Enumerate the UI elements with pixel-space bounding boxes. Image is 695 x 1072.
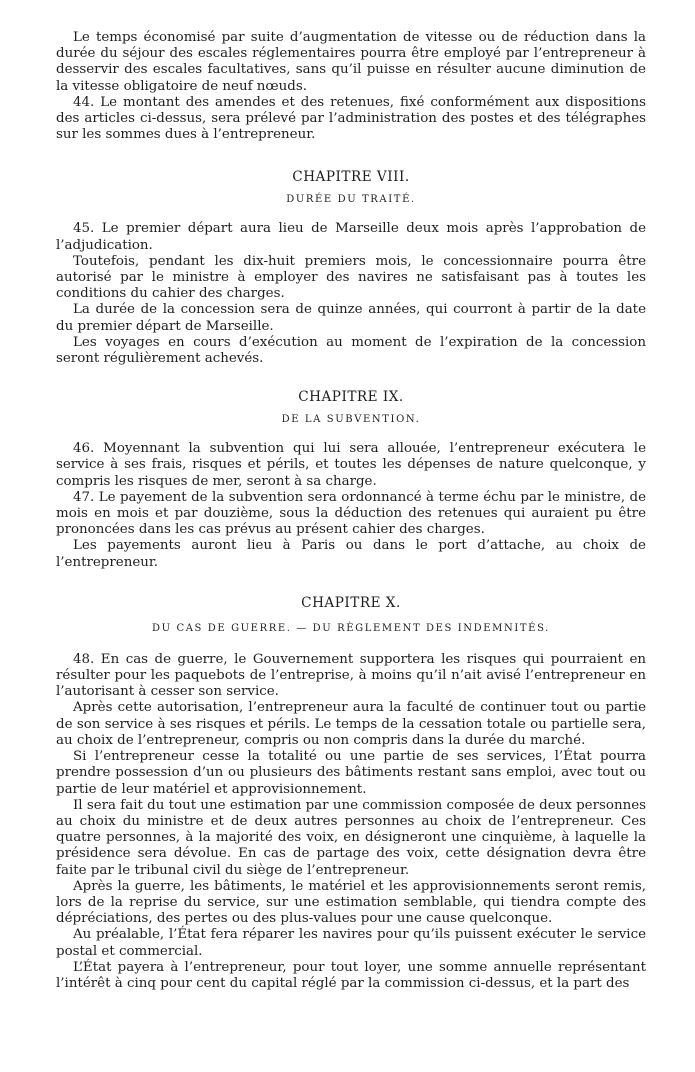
paragraph-payment-location: Les payements auront lieu à Paris ou dans le port d’attache, au choix de l’entrepreneur. — [56, 538, 646, 570]
paragraph-authorization: Après cette autorisation, l’entrepreneur aura la faculté de continuer tout ou partie de son service à ses risques et périls. Le temps de la cessation totale ou partielle sera, au choix de l’entrepreneur, compris ou non compris dans la durée du marché. — [56, 700, 646, 748]
paragraph-after-war: Après la guerre, les bâtiments, le matériel et les approvisionnements seront remis, lors de la reprise du service, sur une estimation semblable, qui tiendra compte des dépréciations, des pertes ou des plus-values pour une cause quelconque. — [56, 878, 646, 927]
paragraph-transition-period: Toutefois, pendant les dix-huit premiers mois, le concessionnaire pourra être autorisé par le ministre à employer des navires ne satisfaisant pas à toutes les conditions du cahier des charges. — [56, 253, 646, 302]
paragraph-article-44: 44. Le montant des amendes et des retenues, fixé conformément aux dispositions des articles ci-dessus, sera prélevé par l’administration des postes et des télégraphes sur les sommes dues à l’entrepreneur. — [56, 94, 646, 143]
paragraph-state-possession: Si l’entrepreneur cesse la totalité ou une partie de ses services, l’État pourra prendre possession d’un ou plusieurs des bâtiments restant sans emploi, avec tout ou partie de leur matériel et approvisionnement. — [56, 749, 646, 797]
paragraph-repairs: Au préalable, l’État fera réparer les navires pour qu’ils puissent exécuter le service postal et commercial. — [56, 927, 646, 959]
paragraph-speed-savings: Le temps économisé par suite d’augmentation de vitesse ou de réduction dans la durée du séjour des escales réglementaires pourra être employé par l’entrepreneur à desservir des escales facultatives, sans qu’il puisse en résulter aucune diminution de la vitesse obligatoire de neuf nœuds. — [56, 30, 646, 94]
paragraph-article-45: 45. Le premier départ aura lieu de Marseille deux mois après l’approbation de l’adjudication. — [56, 221, 646, 253]
chapter-10-subtitle: DU CAS DE GUERRE. — DU RÈGLEMENT DES INDEMNITÉS. — [152, 622, 550, 634]
chapter-10-title: CHAPITRE X. — [301, 594, 401, 611]
document-page — [56, 30, 646, 992]
paragraph-rent-payment: L’État payera à l’entrepreneur, pour tout loyer, une somme annuelle représentant l’intérêt à cinq pour cent du capital réglé par la commission ci-dessus, et la part des — [56, 959, 646, 991]
paragraph-voyages-completion: Les voyages en cours d’exécution au moment de l’expiration de la concession seront régulièrement achevés. — [56, 334, 646, 367]
paragraph-article-48: 48. En cas de guerre, le Gouvernement supportera les risques qui pourraient en résulter pour les paquebots de l’entreprise, à moins qu’il n’ait avisé l’entrepreneur en l’autorisant à cesser son service. — [56, 651, 646, 700]
paragraph-concession-duration: La durée de la concession sera de quinze années, qui courront à partir de la date du premier départ de Marseille. — [56, 302, 646, 334]
paragraph-article-47: 47. Le payement de la subvention sera ordonnancé à terme échu par le ministre, de mois en mois et par douzième, sous la déduction des retenues qui auraient pu être prononcées dans les cas prévus au présent cahier des charges. — [56, 489, 646, 538]
paragraph-estimation-commission: Il sera fait du tout une estimation par une commission composée de deux personnes au choix du ministre et de deux autres personnes au choix de l’entrepreneur. Ces quatre personnes, à la majorité des voix, en désigneront une cinquième, à laquelle la présidence sera dévolue. En cas de partage des voix, cette désignation devra être faite par le tribunal civil du siège de l’entrepreneur. — [56, 797, 646, 878]
paragraph-article-46: 46. Moyennant la subvention qui lui sera allouée, l’entrepreneur exécutera le service à ses frais, risques et périls, et toutes les dépenses de nature quelconque, y compris les risques de mer, seront à sa charge. — [56, 441, 646, 489]
chapter-9-title: CHAPITRE IX. — [298, 389, 404, 406]
chapter-8-subtitle: DURÉE DU TRAITÉ. — [286, 194, 416, 206]
chapter-8-title: CHAPITRE VIII. — [292, 169, 410, 186]
chapter-9-subtitle: DE LA SUBVENTION. — [281, 414, 421, 426]
